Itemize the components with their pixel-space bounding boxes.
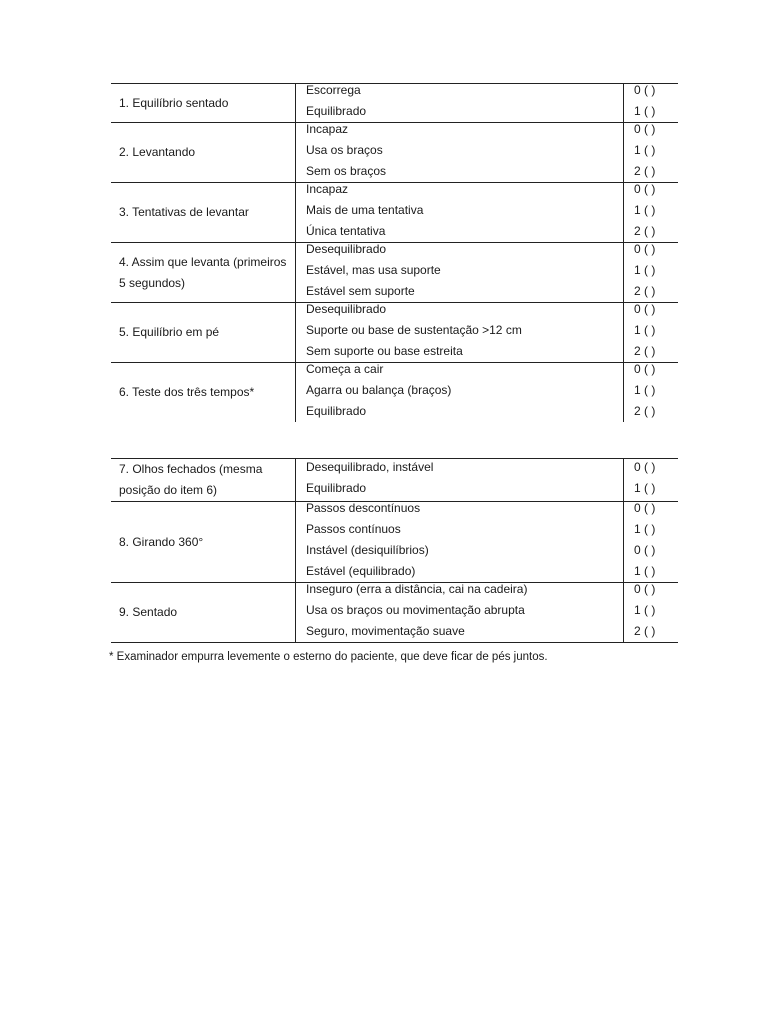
score-checkbox[interactable]: 0 ( ) [634,543,656,557]
assessment-row [111,84,678,123]
options-cell [296,459,624,502]
score-checkbox[interactable]: 1 ( ) [634,564,656,578]
item-label: 5. Equilíbrio em pé [111,303,296,363]
score-checkbox[interactable]: 2 ( ) [634,224,656,238]
options-cell [296,123,624,183]
option-text: Agarra ou balança (braços) [306,383,452,397]
item-label: 8. Girando 360° [111,502,296,583]
options-cell [296,84,624,123]
option-text: Equilibrado [306,104,367,118]
score-checkbox[interactable]: 0 ( ) [634,242,656,256]
score-checkbox[interactable]: 0 ( ) [634,302,656,316]
item-label: 4. Assim que levanta (primeiros 5 segundos) [111,243,296,303]
score-cell [624,459,679,502]
option-text: Desequilibrado [306,302,387,316]
options-cell [296,363,624,423]
option-text: Instável (desiquilíbrios) [306,543,429,557]
item-label: 1. Equilíbrio sentado [111,84,296,123]
score-checkbox[interactable]: 1 ( ) [634,104,656,118]
option-text: Desequilibrado, instável [306,460,434,474]
score-checkbox[interactable]: 2 ( ) [634,624,656,638]
score-checkbox[interactable]: 0 ( ) [634,501,656,515]
score-checkbox[interactable]: 0 ( ) [634,582,656,596]
score-checkbox[interactable]: 0 ( ) [634,83,656,97]
score-checkbox[interactable]: 0 ( ) [634,460,656,474]
option-text: Estável, mas usa suporte [306,263,441,277]
option-text: Seguro, movimentação suave [306,624,465,638]
balance-assessment-table-part-2 [111,458,678,643]
score-cell [624,243,679,303]
score-cell [624,303,679,363]
item-label: 6. Teste dos três tempos* [119,385,255,399]
score-cell [624,583,679,643]
assessment-row [111,123,678,183]
score-checkbox[interactable]: 1 ( ) [634,323,656,337]
score-checkbox[interactable]: 1 ( ) [634,203,656,217]
option-text: Começa a cair [306,362,384,376]
item-label: 3. Tentativas de levantar [111,183,296,243]
item-label: 7. Olhos fechados (mesma posição do item 6) [111,459,296,502]
score-checkbox[interactable]: 1 ( ) [634,522,656,536]
score-cell [624,502,679,583]
assessment-row [111,583,678,643]
assessment-row [111,303,678,363]
score-checkbox[interactable]: 2 ( ) [634,284,656,298]
assessment-row [111,183,678,243]
score-checkbox[interactable]: 1 ( ) [634,481,656,495]
option-text: Equilibrado [306,481,367,495]
option-text: Estável sem suporte [306,284,415,298]
score-checkbox[interactable]: 2 ( ) [634,404,656,418]
option-text: Incapaz [306,182,349,196]
option-text: Passos contínuos [306,522,401,536]
option-text: Incapaz [306,122,349,136]
score-checkbox[interactable]: 2 ( ) [634,164,656,178]
option-text: Inseguro (erra a distância, cai na cadeira) [306,582,528,596]
assessment-row [111,502,678,583]
options-cell [296,243,624,303]
item-label: 2. Levantando [111,123,296,183]
assessment-row [111,459,678,502]
score-checkbox[interactable]: 0 ( ) [634,122,656,136]
option-text: Desequilibrado [306,242,387,256]
score-cell [624,183,679,243]
score-checkbox[interactable]: 1 ( ) [634,383,656,397]
score-checkbox[interactable]: 0 ( ) [634,182,656,196]
options-cell [296,183,624,243]
score-checkbox[interactable]: 1 ( ) [634,263,656,277]
options-cell [296,502,624,583]
option-text: Usa os braços [306,143,383,157]
score-checkbox[interactable]: 0 ( ) [634,362,656,376]
options-cell [296,303,624,363]
option-text: Sem suporte ou base estreita [306,344,463,358]
score-checkbox[interactable]: 1 ( ) [634,143,656,157]
option-text: Estável (equilibrado) [306,564,416,578]
score-cell [624,84,679,123]
score-cell [624,363,679,423]
score-cell [624,123,679,183]
option-text: Passos descontínuos [306,501,421,515]
options-cell [296,583,624,643]
option-text: Sem os braços [306,164,387,178]
item-label: 9. Sentado [111,583,296,643]
option-text: Única tentativa [306,224,386,238]
footnote: * Examinador empurra levemente o esterno do paciente, que deve ficar de pés juntos. [109,651,548,663]
balance-assessment-table-part-1 [111,83,678,422]
assessment-row [111,243,678,303]
option-text: Escorrega [306,83,361,97]
option-text: Usa os braços ou movimentação abrupta [306,603,525,617]
option-text: Equilibrado [306,404,367,418]
score-checkbox[interactable]: 2 ( ) [634,344,656,358]
option-text: Suporte ou base de sustentação >12 cm [306,323,522,337]
score-checkbox[interactable]: 1 ( ) [634,603,656,617]
assessment-row [111,363,678,423]
option-text: Mais de uma tentativa [306,203,424,217]
